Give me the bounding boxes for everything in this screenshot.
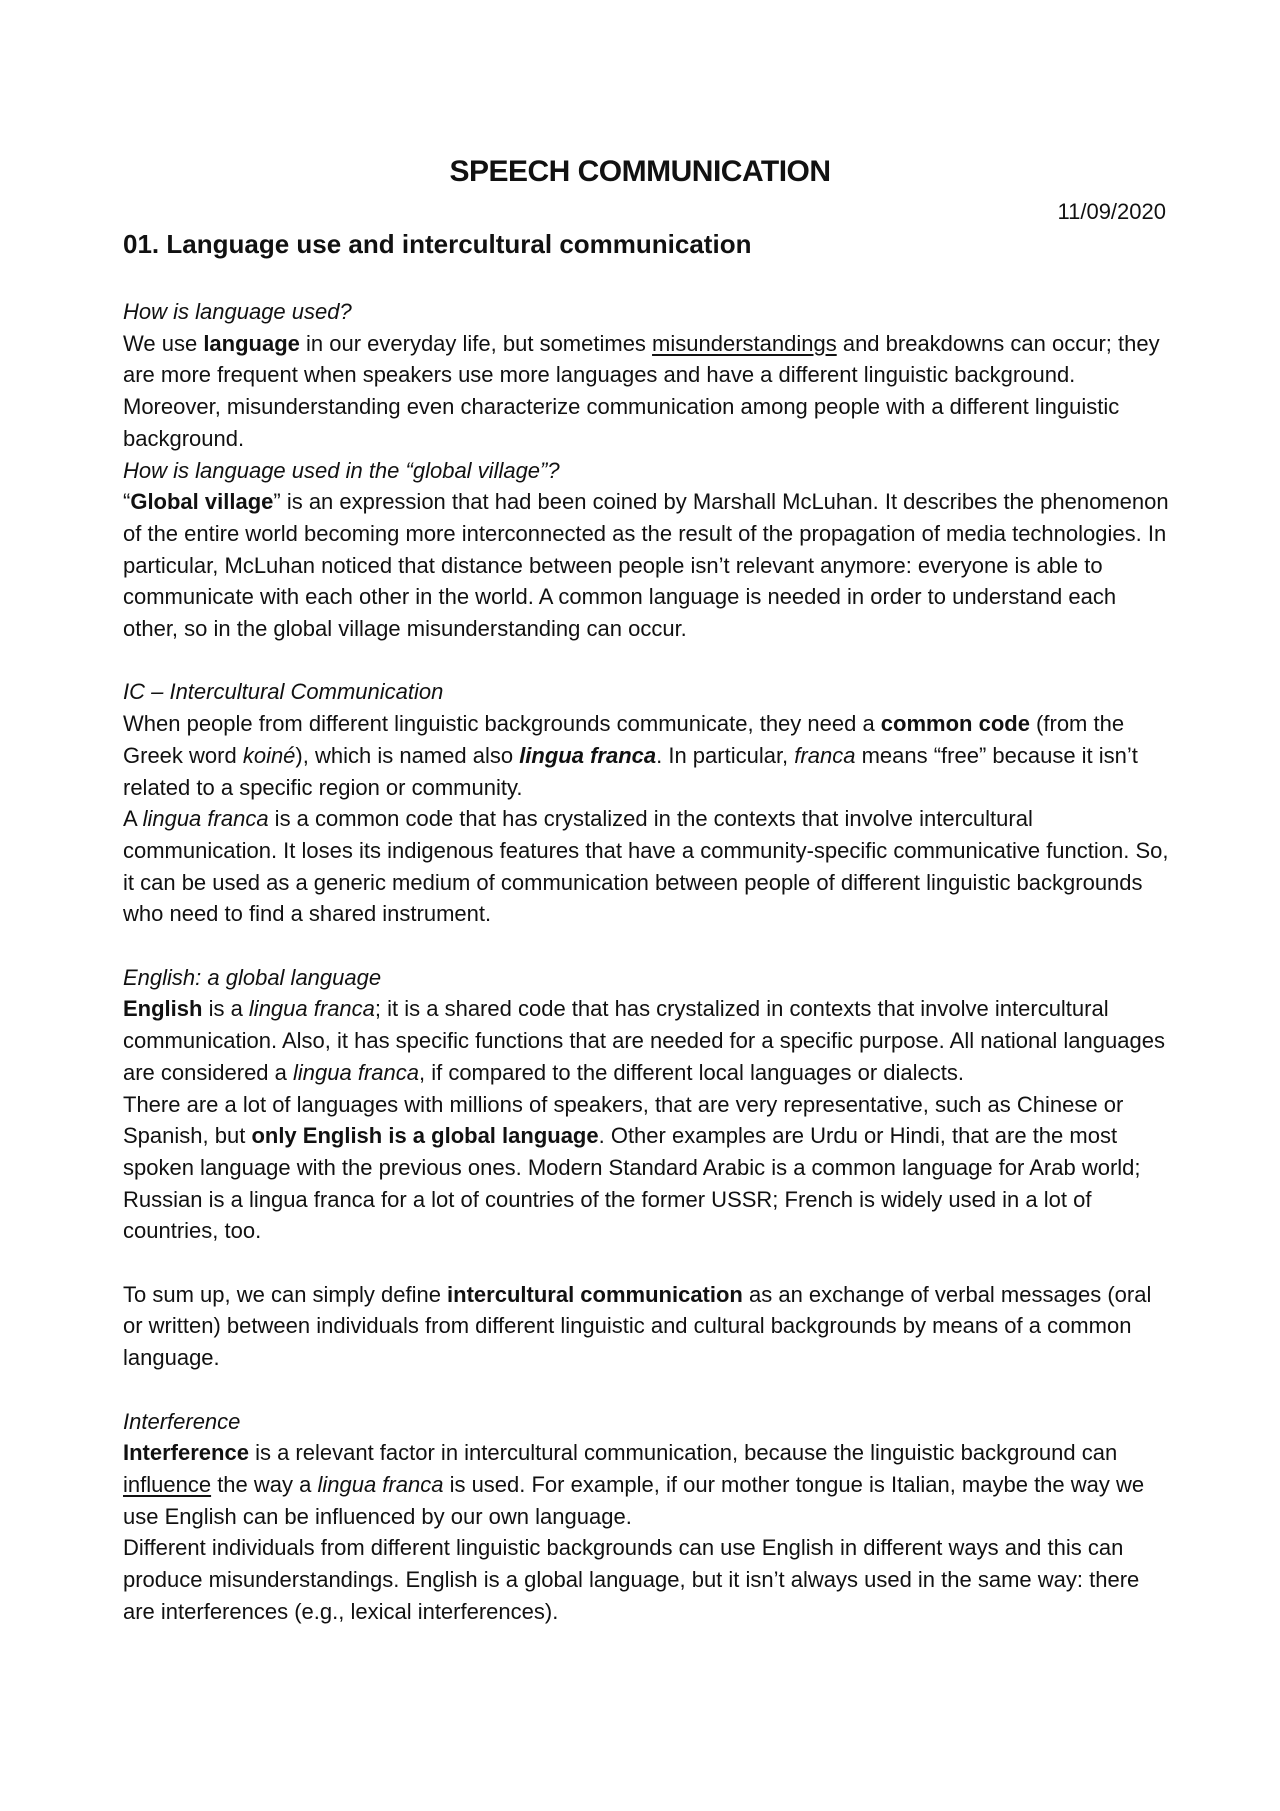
paragraph-languages-millions: There are a lot of languages with millions of speakers, that are very representative, such as Chinese or Spanish, but only English is a global language. Other examples are Urdu or Hindi, that are the most spoken language with the previous ones. Modern Standard Arabic is a common language for Arab world; Russian is a lingua franca for a lot of countries of the former USSR; French is widely used in a lot of countries, too. bbox=[123, 1091, 1141, 1244]
paragraph-global-village: “Global village” is an expression that had been coined by Marshall McLuhan. It describes the phenomenon of the entire world becoming more interconnected as the result of the propagation of media technologies. In particular, McLuhan noticed that distance between people isn’t relevant anymore: everyone is able to communicate with each other in the world. A common language is needed in order to understand each other, so in the global village misunderstanding can occur. bbox=[123, 489, 1169, 642]
section-heading: 01. Language use and intercultural communication bbox=[123, 229, 752, 259]
term-interference: Interference bbox=[123, 1440, 249, 1466]
paragraph-language-use: We use language in our everyday life, but sometimes misunderstandings and breakdowns can occur; they are more frequent when speakers use more languages and have a different linguistic background. Moreover, misunderstanding even characterize communication among people with a different linguistic background. bbox=[123, 330, 1160, 451]
term-koine: koiné bbox=[242, 742, 296, 768]
paragraph-lingua-franca: A lingua franca is a common code that has crystalized in the contexts that involve intercultural communication. It loses its indigenous features that have a community-specific communicative function. So, it can be used as a generic medium of communication between people of different linguistic backgrounds who need to find a shared instrument. bbox=[123, 806, 1169, 927]
spacer bbox=[123, 930, 1175, 962]
document-body bbox=[123, 296, 1175, 1627]
heading-intercultural-communication: IC – Intercultural Communication bbox=[123, 679, 444, 705]
document-title: SPEECH COMMUNICATION bbox=[449, 155, 831, 188]
paragraph-different-individuals: Different individuals from different linguistic backgrounds can use English in different ways and this can produce misunderstandings. English is a global language, but it isn’t always used in the same way: there are interferences (e.g., lexical interferences). bbox=[123, 1535, 1140, 1624]
term-only-english-global: only English is a global language bbox=[251, 1123, 599, 1149]
document-date: 11/09/2020 bbox=[1057, 199, 1166, 224]
term-misunderstandings: misunderstandings bbox=[652, 330, 837, 356]
paragraph-english-lingua-franca: English is a lingua franca; it is a shared code that has crystalized in contexts that involve intercultural communication. Also, it has specific functions that are needed for a specific purpose. All national languages are considered a lingua franca, if compared to the different local languages or dialects. bbox=[123, 996, 1165, 1085]
heading-english-global-language: English: a global language bbox=[123, 964, 382, 990]
spacer bbox=[123, 645, 1175, 677]
term-influence: influence bbox=[123, 1471, 212, 1497]
term-english: English bbox=[123, 996, 203, 1022]
heading-interference: Interference bbox=[123, 1408, 241, 1434]
question-global-village: How is language used in the “global village”? bbox=[123, 457, 560, 483]
term-franca: franca bbox=[794, 742, 856, 768]
term-intercultural-communication: intercultural communication bbox=[447, 1281, 743, 1307]
spacer bbox=[123, 1374, 1175, 1406]
term-lingua-franca: lingua franca bbox=[519, 742, 657, 768]
term-common-code: common code bbox=[880, 711, 1030, 737]
paragraph-interference: Interference is a relevant factor in intercultural communication, because the linguistic background can influence the way a lingua franca is used. For example, if our mother tongue is Italian, maybe the way we use English can be influenced by our own language. bbox=[123, 1440, 1145, 1529]
paragraph-sum-up: To sum up, we can simply define intercultural communication as an exchange of verbal messages (oral or written) between individuals from different linguistic and cultural backgrounds by means of a common language. bbox=[123, 1281, 1152, 1371]
term-language: language bbox=[203, 330, 300, 356]
term-global-village: Global village bbox=[130, 489, 274, 515]
paragraph-common-code: When people from different linguistic backgrounds communicate, they need a common code (from the Greek word koiné), which is named also lingua franca. In particular, franca means “free” because it isn’t related to a specific region or community. bbox=[123, 711, 1138, 800]
question-how-is-language-used: How is language used? bbox=[123, 299, 352, 324]
spacer bbox=[123, 1247, 1175, 1279]
